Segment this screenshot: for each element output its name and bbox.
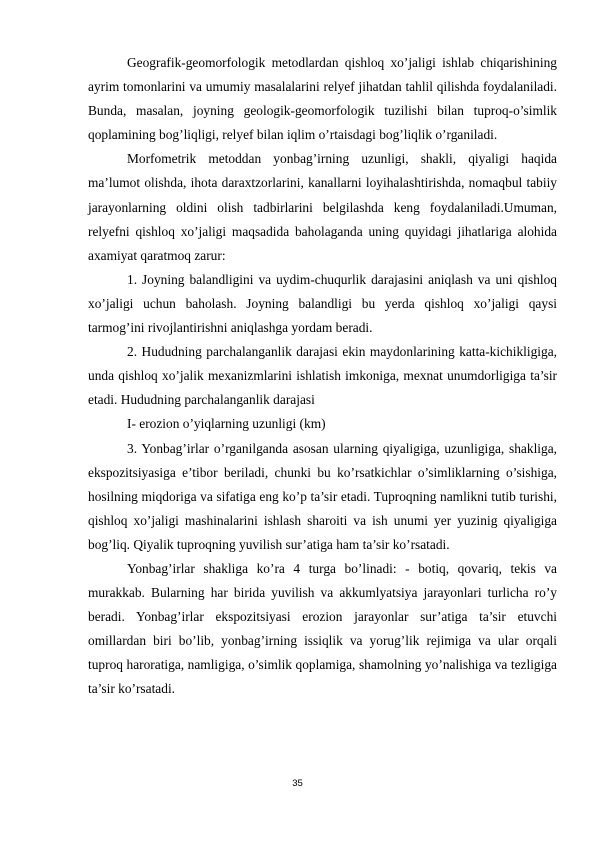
paragraph-morphometric-method: Morfometrik metoddan yonbag’irning uzunligi, shakli, qiyaligi haqida ma’lumot olishda, ihota daraxtzorlarini, kanallarni loyihalashtirishda, nomaqbul tabiiy jarayonlarning oldini olish tadbirlarini belgilashda keng foydalaniladi.Umuman, relyefni qishloq xo’jaligi maqsadida baholaganda uning quyidagi jihatlariga alohida axamiyat qaratmoq zarur:: [88, 151, 557, 263]
paragraph-geographic-methods: Geografik-geomorfologik metodlardan qishloq xo’jaligi ishlab chiqarishining ayrim tomonlarini va umumiy masalalarini relyef jihatdan tahlil qilishda foydalaniladi. Bunda, masalan, joyning geologik-geomorfologik tuzilishi bilan tuproq-o’simlik qoplamining bog’liqligi, relyef bilan iqlim o’rtaisdagi bog’liqlik o’rganiladi.: [88, 55, 557, 143]
paragraph-item-2-fragmentation: 2. Hududning parchalanganlik darajasi ekin maydonlarining katta-kichikligiga, unda qishloq xo’jalik mexanizmlarini ishlatish imkoniga, mexnat unumdorligiga ta’sir etadi. Hududning parchalanganlik darajasi: [88, 344, 557, 408]
page-number: 35: [292, 778, 303, 789]
paragraph-slope-shapes: Yonbag’irlar shakliga ko’ra 4 turga bo’linadi: - botiq, qovariq, tekis va murakkab. Bularning har birida yuvilish va akkumlyatsiya jarayonlari turlicha ro’y beradi. Yonbag’irlar ekspozitsiyasi erozion jarayonlar sur’atiga ta’sir etuvchi omillardan biri bo’lib, yonbag’irning issiqlik va yorug’lik rejimiga va ular orqali tuproq haroratiga, namligiga, o’simlik qoplamiga, shamolning yo’nalishiga va tezligiga ta’sir ko’rsatadi.: [88, 560, 557, 697]
paragraph-item-1-elevation: 1. Joyning balandligini va uydim-chuqurlik darajasini aniqlash va uni qishloq xo’jaligi uchun baholash. Joyning balandligi bu yerda qishloq xo’jaligi qaysi tarmog’ini rivojlantirishni aniqlashga yordam beradi.: [88, 271, 557, 336]
paragraph-erosion-length-definition: I- erozion o’yiqlarning uzunligi (km): [127, 416, 326, 432]
paragraph-item-3-slopes: 3. Yonbag’irlar o’rganilganda asosan ularning qiyaligiga, uzunligiga, shakliga, ekspozitsiyasiga e’tibor beriladi, chunki bu ko’rsatkichlar o’simliklarning o’sishiga, hosilning miqdoriga va sifatiga eng ko’p ta’sir etadi. Tuproqning namlikni tutib turishi, qishloq xo’jaligi mashinalarini ishlash sharoiti va ish unumi yer yuzinig qiyaligiga bog’liq. Qiyalik tuproqning yuvilish sur’atiga ham ta’sir ko’rsatadi.: [88, 440, 557, 552]
document-body: [88, 51, 557, 702]
